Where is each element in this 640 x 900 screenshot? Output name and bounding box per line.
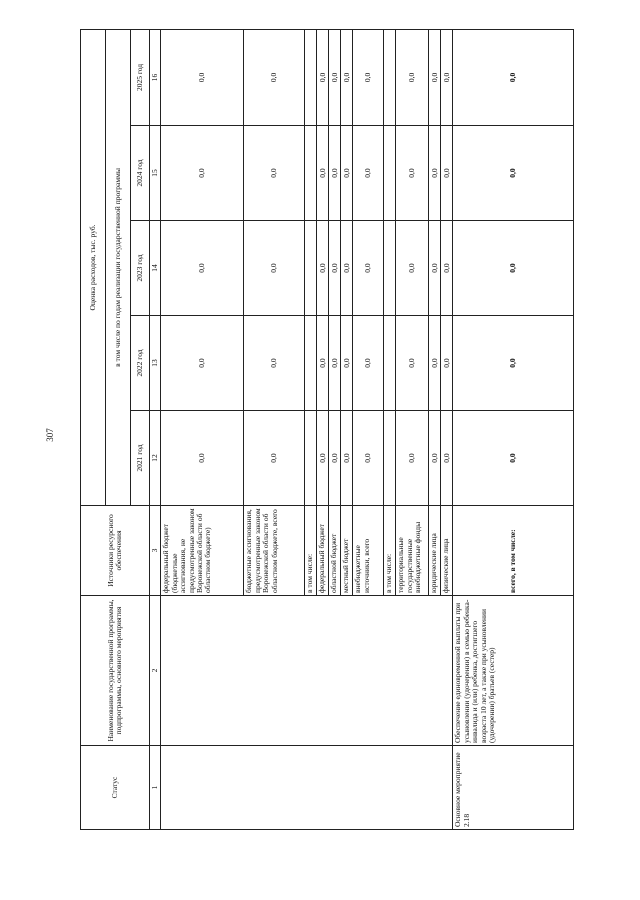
value-cell: 0,0 [317, 126, 329, 221]
value-cell: 0,0 [396, 411, 429, 506]
table-body [161, 29, 574, 829]
col-number: 12 [150, 411, 161, 506]
value-cell: 0,0 [341, 316, 353, 411]
value-cell [305, 221, 317, 316]
col-number: 16 [150, 29, 161, 125]
value-cell [384, 221, 396, 316]
value-cell: 0,0 [353, 29, 384, 125]
value-cell [305, 316, 317, 411]
source-cell: территориальные государственные внебюджетные фонды [396, 506, 429, 596]
col-number: 1 [150, 746, 161, 830]
value-cell: 0,0 [317, 411, 329, 506]
header-source: Источники ресурсного обеспечения [81, 506, 150, 596]
header-year: 2024 год [131, 126, 150, 221]
value-cell: 0,0 [329, 411, 341, 506]
value-cell: 0,0 [429, 221, 441, 316]
value-cell: 0,0 [429, 411, 441, 506]
col-number: 15 [150, 126, 161, 221]
value-cell: 0,0 [317, 221, 329, 316]
value-cell: 0,0 [341, 221, 353, 316]
value-cell: 0,0 [396, 29, 429, 125]
value-cell: 0,0 [341, 29, 353, 125]
value-cell [384, 411, 396, 506]
measure-value: 0,0 [453, 29, 574, 125]
value-cell: 0,0 [329, 29, 341, 125]
value-cell: 0,0 [161, 316, 244, 411]
value-cell: 0,0 [161, 29, 244, 125]
value-cell: 0,0 [161, 126, 244, 221]
value-cell: 0,0 [429, 316, 441, 411]
header-year: 2025 год [131, 29, 150, 125]
value-cell: 0,0 [441, 316, 453, 411]
value-cell [384, 126, 396, 221]
value-cell: 0,0 [429, 29, 441, 125]
value-cell: 0,0 [341, 126, 353, 221]
value-cell: 0,0 [329, 316, 341, 411]
measure-value: 0,0 [453, 221, 574, 316]
source-cell: федеральный бюджет [317, 506, 329, 596]
measure-value: 0,0 [453, 411, 574, 506]
header-year: 2023 год [131, 221, 150, 316]
value-cell: 0,0 [244, 29, 305, 125]
value-cell: 0,0 [161, 221, 244, 316]
measure-status: Основное мероприятие 2.18 [453, 746, 574, 830]
header-year: 2022 год [131, 316, 150, 411]
header-status: Статус [81, 746, 150, 830]
source-cell: местный бюджет [341, 506, 353, 596]
source-cell: федеральный бюджет (бюджетные ассигнования, не предусмотренные законом Воронежской области об областном бюджете) [161, 506, 244, 596]
measure-source: всего, в том числе: [453, 506, 574, 596]
value-cell [305, 411, 317, 506]
value-cell: 0,0 [396, 221, 429, 316]
source-cell: юридические лица [429, 506, 441, 596]
col-number: 3 [150, 506, 161, 596]
value-cell: 0,0 [317, 316, 329, 411]
header-costs: Оценка расходов, тыс. руб. [81, 29, 106, 505]
value-cell [384, 316, 396, 411]
col-number: 13 [150, 316, 161, 411]
value-cell: 0,0 [329, 126, 341, 221]
value-cell: 0,0 [317, 29, 329, 125]
value-cell: 0,0 [441, 126, 453, 221]
rotated-page-content [80, 30, 640, 830]
value-cell: 0,0 [353, 221, 384, 316]
source-cell: в том числе: [384, 506, 396, 596]
source-cell: областной бюджет [329, 506, 341, 596]
value-cell: 0,0 [244, 316, 305, 411]
value-cell [305, 126, 317, 221]
col-number: 14 [150, 221, 161, 316]
value-cell: 0,0 [441, 411, 453, 506]
value-cell: 0,0 [353, 126, 384, 221]
value-cell: 0,0 [441, 221, 453, 316]
source-cell: внебюджетные источники, всего [353, 506, 384, 596]
measure-name: Обеспечение единовременной выплаты при усыновлении (удочерении) в семью ребенка-инвалида и (или) ребенка, достигшего возраста 10 лет, а также при усыновлении (удочерении) братьев (сестер) [453, 596, 574, 746]
value-cell [305, 29, 317, 125]
value-cell: 0,0 [161, 411, 244, 506]
measure-value: 0,0 [453, 126, 574, 221]
value-cell: 0,0 [341, 411, 353, 506]
measure-value: 0,0 [453, 316, 574, 411]
value-cell: 0,0 [244, 221, 305, 316]
value-cell: 0,0 [396, 126, 429, 221]
budget-table [80, 29, 574, 830]
value-cell: 0,0 [353, 411, 384, 506]
value-cell: 0,0 [396, 316, 429, 411]
page-number: 307 [45, 428, 55, 442]
header-year: 2021 год [131, 411, 150, 506]
value-cell: 0,0 [353, 316, 384, 411]
value-cell: 0,0 [429, 126, 441, 221]
header-name: Наименование государственной программы, подпрограммы, основного мероприятия [81, 596, 150, 746]
value-cell: 0,0 [329, 221, 341, 316]
source-cell: в том числе: [305, 506, 317, 596]
value-cell: 0,0 [244, 411, 305, 506]
source-cell: физические лица [441, 506, 453, 596]
name-cell-prev [161, 596, 453, 746]
value-cell: 0,0 [244, 126, 305, 221]
header-by-years: в том числе по годам реализации государственной программы [106, 29, 131, 505]
value-cell [384, 29, 396, 125]
source-cell: бюджетные ассигнования, предусмотренные законом Воронежской области об областном бюджете, всего [244, 506, 305, 596]
col-number: 2 [150, 596, 161, 746]
status-cell-prev [161, 746, 453, 830]
value-cell: 0,0 [441, 29, 453, 125]
